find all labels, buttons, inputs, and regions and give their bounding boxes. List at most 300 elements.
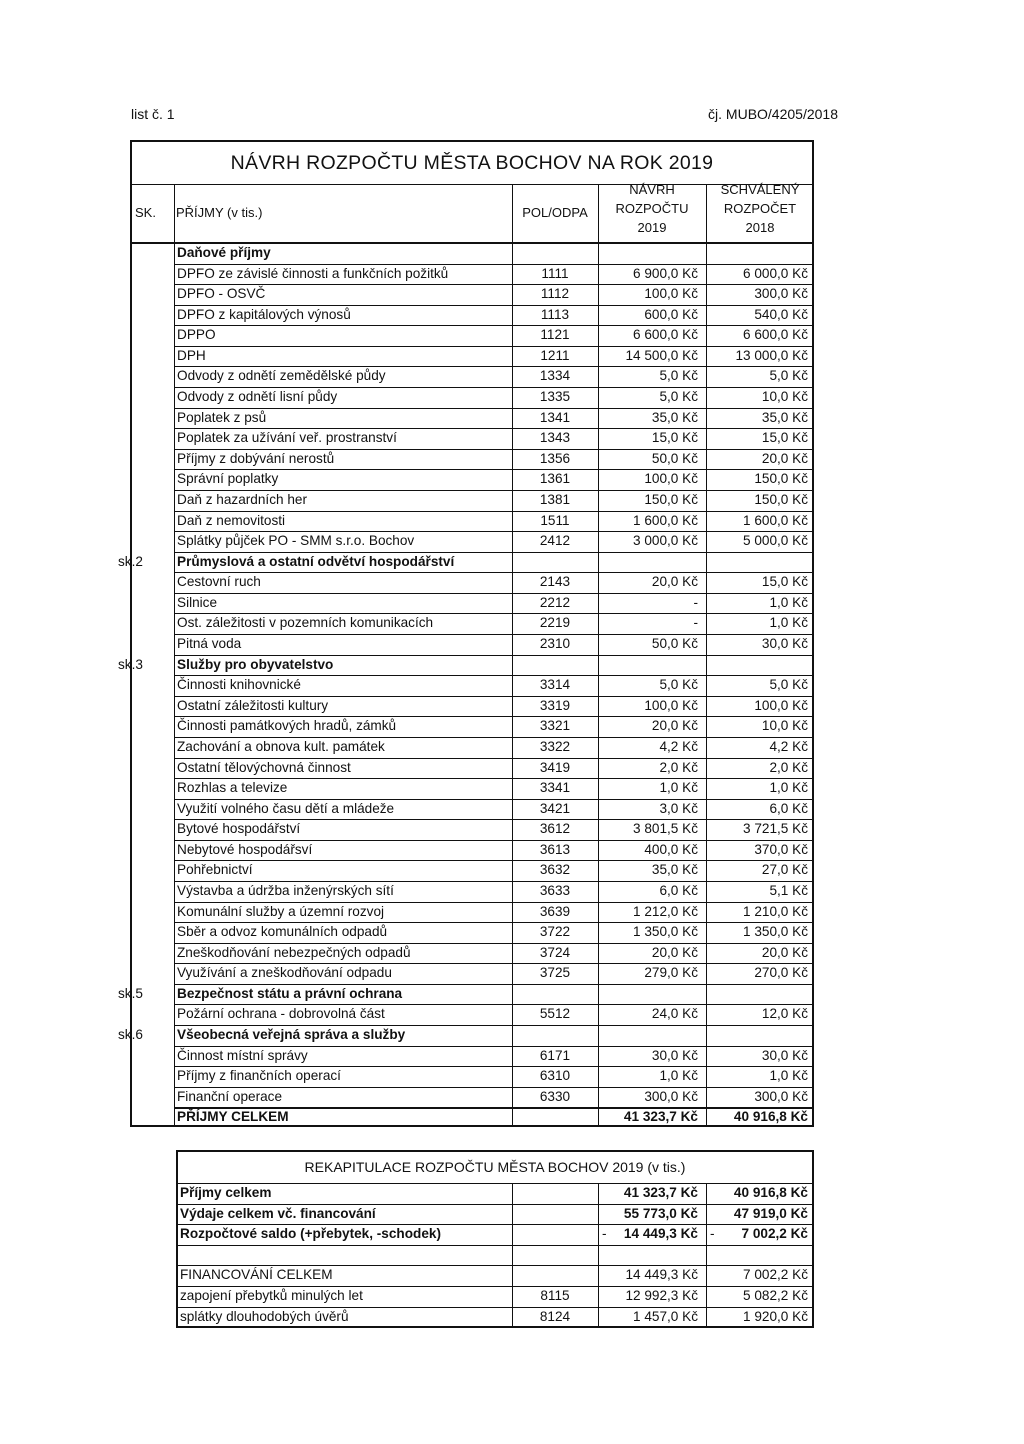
table-row (132, 716, 812, 737)
cell-schvaleny-2018: 370,0 Kč (754, 841, 808, 857)
cell-schvaleny-2018: 30,0 Kč (761, 1047, 808, 1063)
column-divider (706, 185, 707, 1125)
cell-name: Finanční operace (177, 1088, 283, 1104)
table-row (132, 490, 812, 511)
cell-schvaleny-2018: 27,0 Kč (761, 862, 808, 878)
table-row (132, 1066, 812, 1087)
cell-pol: 3419 (539, 759, 571, 775)
table-row (132, 593, 812, 614)
cell-schvaleny-2018: 540,0 Kč (754, 306, 808, 322)
cell-navrh-2019: 50,0 Kč (651, 450, 698, 466)
cell-name: Zachování a obnova kult. památek (177, 738, 385, 754)
recap-cell-2018: 5 082,2 Kč (743, 1288, 808, 1303)
cell-section-code: sk.3 (118, 656, 143, 672)
col-header-navrh-line2: ROZPOČTU (615, 201, 689, 216)
cell-schvaleny-2018: 270,0 Kč (754, 965, 808, 981)
cell-name: DPFO ze závislé činnosti a funkčních požitků (177, 265, 449, 281)
cell-name: Zneškodňování nebezpečných odpadů (177, 944, 411, 960)
cell-schvaleny-2018: 3 721,5 Kč (743, 821, 808, 837)
cell-schvaleny-2018: 20,0 Kč (761, 450, 808, 466)
cell-pol: 2412 (539, 533, 571, 549)
cell-schvaleny-2018: 12,0 Kč (761, 1006, 808, 1022)
cell-name: DPFO - OSVČ (177, 286, 266, 302)
cell-schvaleny-2018: 6,0 Kč (769, 800, 808, 816)
cell-name: PŘÍJMY CELKEM (177, 1109, 289, 1125)
row-divider (174, 943, 812, 944)
cell-pol: 1113 (540, 306, 570, 322)
row-divider (174, 325, 812, 326)
cell-navrh-2019: 1,0 Kč (659, 1068, 698, 1084)
cell-schvaleny-2018: 20,0 Kč (761, 944, 808, 960)
table-row (132, 305, 812, 326)
table-row (132, 758, 812, 779)
cell-pol: 1111 (541, 265, 569, 281)
cell-pol: 2143 (539, 574, 571, 590)
cell-name: Bezpečnost státu a právní ochrana (177, 985, 403, 1001)
cell-navrh-2019: 100,0 Kč (644, 286, 698, 302)
section-row (118, 552, 812, 573)
recap-row-divider (178, 1224, 812, 1225)
recap-sign-2019: - (602, 1226, 607, 1242)
col-header-schvaleny-line3: 2018 (745, 220, 775, 235)
cell-navrh-2019: 15,0 Kč (651, 430, 698, 446)
cell-name: Činnosti knihovnické (177, 677, 301, 693)
cell-schvaleny-2018: 150,0 Kč (754, 471, 808, 487)
cell-name: Všeobecná veřejná správa a služby (177, 1027, 406, 1043)
cell-pol: 1121 (540, 327, 570, 343)
table-row (132, 902, 812, 923)
cell-pol: 2310 (539, 636, 571, 652)
recap-row-divider (178, 1286, 812, 1287)
cell-name: DPH (177, 347, 206, 363)
recap-row (178, 1286, 812, 1307)
cell-pol: 3725 (539, 965, 571, 981)
cell-navrh-2019: 6 900,0 Kč (633, 265, 698, 281)
cell-navrh-2019: 5,0 Kč (659, 677, 698, 693)
recap-table (176, 1150, 814, 1328)
table-row (132, 284, 812, 305)
cell-navrh-2019: 41 323,7 Kč (623, 1109, 698, 1125)
budget-table (118, 140, 814, 1127)
table-row (132, 613, 812, 634)
cell-pol: 1343 (539, 430, 571, 446)
cell-schvaleny-2018: 1 210,0 Kč (743, 903, 808, 919)
row-divider (174, 531, 812, 532)
table-row (132, 840, 812, 861)
recap-cell-pol: 8115 (540, 1288, 570, 1303)
cell-name: DPPO (177, 327, 216, 343)
row-divider (174, 284, 812, 285)
table-row (132, 346, 812, 367)
cell-navrh-2019: 6 600,0 Kč (633, 327, 698, 343)
cell-schvaleny-2018: 40 916,8 Kč (733, 1109, 808, 1125)
cell-section-code: sk.6 (118, 1027, 143, 1043)
recap-cell-2019: 55 773,0 Kč (623, 1205, 698, 1221)
recap-row-divider (178, 1245, 812, 1246)
recap-cell-2019: 1 457,0 Kč (633, 1308, 698, 1324)
cell-pol: 3319 (539, 697, 571, 713)
recap-cell-2018: 1 920,0 Kč (743, 1308, 808, 1324)
section-row (118, 655, 812, 676)
cell-name: Využití volného času dětí a mládeže (177, 800, 395, 816)
row-divider (174, 490, 812, 491)
recap-cell-name: Rozpočtové saldo (+přebytek, -schodek) (180, 1226, 441, 1242)
cell-name: Pitná voda (177, 636, 242, 652)
table-row (132, 778, 812, 799)
cell-schvaleny-2018: 4,2 Kč (769, 738, 808, 754)
cell-name: Ostatní záležitosti kultury (177, 697, 329, 713)
recap-cell-2018: 40 916,8 Kč (733, 1185, 808, 1200)
cell-schvaleny-2018: 5,0 Kč (769, 677, 808, 693)
table-row (132, 366, 812, 387)
col-header-pol: POL/ODPA (522, 205, 588, 220)
recap-column-divider (598, 1183, 599, 1326)
row-divider (174, 819, 812, 820)
table-row (132, 675, 812, 696)
table-row (132, 511, 812, 532)
cell-pol: 1356 (539, 450, 571, 466)
recap-cell-name: FINANCOVÁNÍ CELKEM (180, 1267, 333, 1283)
col-header-schvaleny (706, 180, 814, 237)
cell-pol: 1211 (540, 347, 570, 363)
recap-cell-2019: 14 449,3 Kč (625, 1267, 698, 1283)
cell-name: Poplatek za užívání veř. prostranství (177, 430, 397, 446)
recap-row (178, 1245, 812, 1266)
cell-name: Příjmy z dobývání nerostů (177, 450, 335, 466)
cell-pol: 3632 (539, 862, 571, 878)
section-row (132, 243, 812, 264)
cell-name: Příjmy z finančních operací (177, 1068, 341, 1084)
recap-title: REKAPITULACE ROZPOČTU MĚSTA BOCHOV 2019 (v tis.) (304, 1159, 686, 1175)
cell-name: Daňové příjmy (177, 245, 271, 260)
cell-name: Daň z nemovitosti (177, 512, 286, 528)
row-divider (174, 469, 812, 470)
cell-pol: 1381 (539, 491, 571, 507)
row-divider (174, 1107, 812, 1109)
cell-schvaleny-2018: 100,0 Kč (754, 697, 808, 713)
table-row (132, 531, 812, 552)
section-row (118, 984, 812, 1005)
row-divider (174, 511, 812, 512)
cell-name: Sběr a odvoz komunálních odpadů (177, 924, 388, 940)
cell-name: Cestovní ruch (177, 574, 261, 590)
cell-name: Průmyslová a ostatní odvětví hospodářství (177, 553, 455, 569)
cell-pol: 3639 (539, 903, 571, 919)
row-divider (174, 613, 812, 614)
row-divider (174, 655, 812, 656)
row-divider (174, 799, 812, 800)
table-row (132, 408, 812, 429)
row-divider (174, 428, 812, 429)
cell-pol: 6171 (539, 1047, 571, 1063)
row-divider (174, 1087, 812, 1088)
cell-navrh-2019: 5,0 Kč (659, 368, 698, 384)
total-row (132, 1107, 812, 1128)
row-divider (174, 1025, 812, 1026)
cell-pol: 3314 (539, 677, 571, 693)
recap-cell-2018: 47 919,0 Kč (733, 1205, 808, 1221)
row-divider (174, 840, 812, 841)
cell-pol: 1341 (539, 409, 571, 425)
table-row (132, 860, 812, 881)
table-row (132, 819, 812, 840)
col-header-navrh (598, 180, 706, 237)
cell-navrh-2019: 4,2 Kč (659, 738, 698, 754)
row-divider (174, 758, 812, 759)
row-divider (174, 264, 812, 265)
cell-pol: 1334 (539, 368, 571, 384)
cell-pol: 3633 (539, 882, 571, 898)
cell-schvaleny-2018: 1,0 Kč (769, 1068, 808, 1084)
recap-row-divider (178, 1204, 812, 1205)
cell-schvaleny-2018: 300,0 Kč (754, 1088, 808, 1104)
recap-cell-name: splátky dlouhodobých úvěrů (180, 1308, 349, 1324)
cell-name: Ost. záležitosti v pozemních komunikacích (177, 615, 434, 631)
cell-name: Bytové hospodářství (177, 821, 301, 837)
table-row (132, 634, 812, 655)
cell-navrh-2019: 30,0 Kč (651, 1047, 698, 1063)
cell-section-code: sk.2 (118, 553, 143, 569)
recap-row (178, 1204, 812, 1225)
column-divider (174, 185, 175, 1125)
row-divider (174, 449, 812, 450)
recap-column-divider (706, 1183, 707, 1326)
cell-navrh-2019: 20,0 Kč (651, 574, 698, 590)
table-row (132, 799, 812, 820)
cell-navrh-2019: 14 500,0 Kč (625, 347, 698, 363)
table-title: NÁVRH ROZPOČTU MĚSTA BOCHOV NA ROK 2019 (230, 152, 714, 174)
cell-schvaleny-2018: 2,0 Kč (769, 759, 808, 775)
cell-schvaleny-2018: 1,0 Kč (769, 615, 808, 631)
cell-name: Daň z hazardních her (177, 491, 307, 507)
cell-navrh-2019: 20,0 Kč (651, 944, 698, 960)
row-divider (174, 552, 812, 553)
recap-row-divider (178, 1307, 812, 1308)
recap-row (178, 1224, 812, 1245)
cell-schvaleny-2018: 1 350,0 Kč (743, 924, 808, 940)
cell-pol: 3724 (539, 944, 571, 960)
cell-name: Činnost místní správy (177, 1047, 308, 1063)
cell-pol: 3613 (539, 841, 571, 857)
recap-cell-name: Příjmy celkem (180, 1185, 272, 1200)
table-row (132, 325, 812, 346)
table-row (132, 922, 812, 943)
column-divider (512, 185, 513, 1125)
cell-pol: 1361 (539, 471, 571, 487)
table-row (132, 963, 812, 984)
cell-name: Odvody z odnětí lisní půdy (177, 389, 338, 405)
row-divider (174, 778, 812, 779)
cell-name: Využívání a zneškodňování odpadu (177, 965, 392, 981)
recap-cell-pol: 8124 (539, 1308, 571, 1324)
cell-schvaleny-2018: 1,0 Kč (769, 780, 808, 796)
col-header-schvaleny-line2: ROZPOČET (723, 201, 797, 216)
cell-pol: 6330 (539, 1088, 571, 1104)
cell-schvaleny-2018: 150,0 Kč (754, 491, 808, 507)
table-row (132, 943, 812, 964)
cell-schvaleny-2018: 5 000,0 Kč (743, 533, 808, 549)
cell-name: Služby pro obyvatelstvo (177, 656, 334, 672)
cell-pol: 2219 (539, 615, 571, 631)
row-divider (174, 1066, 812, 1067)
cell-schvaleny-2018: 13 000,0 Kč (735, 347, 808, 363)
cell-navrh-2019: - (693, 615, 698, 631)
table-row (132, 449, 812, 470)
cell-navrh-2019: 100,0 Kč (644, 697, 698, 713)
reference-number: čj. MUBO/4205/2018 (708, 106, 838, 122)
row-divider (174, 860, 812, 861)
cell-pol: 1511 (540, 512, 570, 528)
cell-navrh-2019: 1,0 Kč (659, 780, 698, 796)
cell-section-code: sk.5 (118, 985, 143, 1001)
cell-navrh-2019: 1 350,0 Kč (633, 924, 698, 940)
recap-cell-2019: 41 323,7 Kč (623, 1185, 698, 1200)
cell-name: Nebytové hospodářsví (177, 841, 313, 857)
cell-pol: 1112 (540, 286, 570, 302)
cell-schvaleny-2018: 1,0 Kč (769, 594, 808, 610)
recap-row (178, 1307, 812, 1328)
cell-pol: 2212 (539, 594, 571, 610)
recap-row (178, 1183, 812, 1204)
cell-pol: 3612 (539, 821, 571, 837)
col-header-navrh-line1: NÁVRH (629, 182, 675, 197)
row-divider (174, 634, 812, 635)
sheet-number: list č. 1 (131, 106, 175, 122)
cell-navrh-2019: 300,0 Kč (644, 1088, 698, 1104)
row-divider (174, 366, 812, 367)
row-divider (174, 902, 812, 903)
cell-schvaleny-2018: 300,0 Kč (754, 286, 808, 302)
cell-navrh-2019: 20,0 Kč (651, 718, 698, 734)
table-row (132, 1004, 812, 1025)
row-divider (174, 675, 812, 676)
row-divider (174, 408, 812, 409)
row-divider (174, 716, 812, 717)
row-divider (174, 963, 812, 964)
section-row (118, 1025, 812, 1046)
recap-cell-2018: 7 002,2 Kč (741, 1226, 808, 1242)
recap-row (178, 1265, 812, 1286)
recap-cell-2019: 12 992,3 Kč (625, 1288, 698, 1303)
cell-name: Činnosti památkových hradů, zámků (177, 718, 397, 734)
cell-name: Odvody z odnětí zemědělské půdy (177, 368, 386, 384)
table-row (132, 469, 812, 490)
cell-navrh-2019: 1 212,0 Kč (633, 903, 698, 919)
cell-schvaleny-2018: 10,0 Kč (761, 389, 808, 405)
table-row (132, 881, 812, 902)
cell-navrh-2019: - (693, 594, 698, 610)
cell-navrh-2019: 6,0 Kč (659, 882, 698, 898)
row-divider (174, 346, 812, 347)
cell-pol: 1335 (539, 389, 571, 405)
cell-pol: 3322 (539, 738, 571, 754)
cell-schvaleny-2018: 35,0 Kč (761, 409, 808, 425)
cell-navrh-2019: 1 600,0 Kč (633, 512, 698, 528)
recap-row-divider (178, 1265, 812, 1266)
cell-schvaleny-2018: 15,0 Kč (761, 430, 808, 446)
row-divider (174, 1046, 812, 1047)
table-row (132, 428, 812, 449)
cell-schvaleny-2018: 30,0 Kč (761, 636, 808, 652)
cell-schvaleny-2018: 10,0 Kč (761, 718, 808, 734)
cell-pol: 6310 (539, 1068, 571, 1084)
row-divider (174, 881, 812, 882)
table-row (132, 1087, 812, 1108)
cell-pol: 3722 (539, 924, 571, 940)
row-divider (174, 922, 812, 923)
col-header-sk: SK. (135, 205, 156, 220)
cell-navrh-2019: 2,0 Kč (659, 759, 698, 775)
row-divider (174, 593, 812, 594)
cell-navrh-2019: 100,0 Kč (644, 471, 698, 487)
cell-navrh-2019: 5,0 Kč (659, 389, 698, 405)
cell-pol: 3341 (539, 780, 571, 796)
cell-schvaleny-2018: 6 000,0 Kč (743, 265, 808, 281)
column-divider (598, 185, 599, 1125)
cell-navrh-2019: 24,0 Kč (651, 1006, 698, 1022)
table-row (132, 264, 812, 285)
table-row (132, 737, 812, 758)
cell-name: DPFO z kapitálových výnosů (177, 306, 351, 322)
cell-navrh-2019: 3 000,0 Kč (633, 533, 698, 549)
row-divider (174, 984, 812, 985)
cell-navrh-2019: 279,0 Kč (644, 965, 698, 981)
cell-schvaleny-2018: 6 600,0 Kč (743, 327, 808, 343)
cell-schvaleny-2018: 5,0 Kč (769, 368, 808, 384)
table-row (132, 696, 812, 717)
recap-column-divider (512, 1183, 513, 1326)
cell-schvaleny-2018: 15,0 Kč (761, 574, 808, 590)
cell-name: Správní poplatky (177, 471, 279, 487)
cell-navrh-2019: 150,0 Kč (644, 491, 698, 507)
cell-name: Ostatní tělovýchovná činnost (177, 759, 351, 775)
cell-navrh-2019: 35,0 Kč (651, 862, 698, 878)
cell-pol: 3321 (539, 718, 571, 734)
recap-cell-2019: 14 449,3 Kč (623, 1226, 698, 1242)
cell-pol: 3421 (539, 800, 571, 816)
cell-name: Komunální služby a územní rozvoj (177, 903, 385, 919)
cell-name: Požární ochrana - dobrovolná část (177, 1006, 385, 1022)
cell-schvaleny-2018: 1 600,0 Kč (743, 512, 808, 528)
col-header-prijmy: PŘÍJMY (v tis.) (176, 205, 263, 220)
cell-navrh-2019: 3,0 Kč (659, 800, 698, 816)
row-divider (174, 572, 812, 573)
row-divider (174, 737, 812, 738)
recap-row-divider (178, 1183, 812, 1184)
table-row (132, 1046, 812, 1067)
cell-name: Poplatek z psů (177, 409, 267, 425)
row-divider (174, 305, 812, 306)
recap-cell-name: Výdaje celkem vč. financování (180, 1205, 376, 1221)
cell-navrh-2019: 600,0 Kč (644, 306, 698, 322)
recap-cell-2018: 7 002,2 Kč (743, 1267, 808, 1283)
row-divider (174, 696, 812, 697)
table-row (132, 572, 812, 593)
cell-name: Výstavba a údržba inženýrských sítí (177, 882, 394, 898)
recap-cell-name: zapojení přebytků minulých let (180, 1288, 363, 1303)
cell-navrh-2019: 400,0 Kč (644, 841, 698, 857)
row-divider (174, 1004, 812, 1005)
cell-name: Splátky půjček PO - SMM s.r.o. Bochov (177, 533, 415, 549)
cell-schvaleny-2018: 5,1 Kč (769, 882, 808, 898)
cell-navrh-2019: 3 801,5 Kč (633, 821, 698, 837)
cell-navrh-2019: 50,0 Kč (651, 636, 698, 652)
recap-sign-2018: - (710, 1226, 715, 1242)
cell-pol: 5512 (539, 1006, 571, 1022)
col-header-schvaleny-line1: SCHVÁLENÝ (720, 182, 800, 197)
row-divider (174, 387, 812, 388)
cell-name: Rozhlas a televize (177, 780, 288, 796)
